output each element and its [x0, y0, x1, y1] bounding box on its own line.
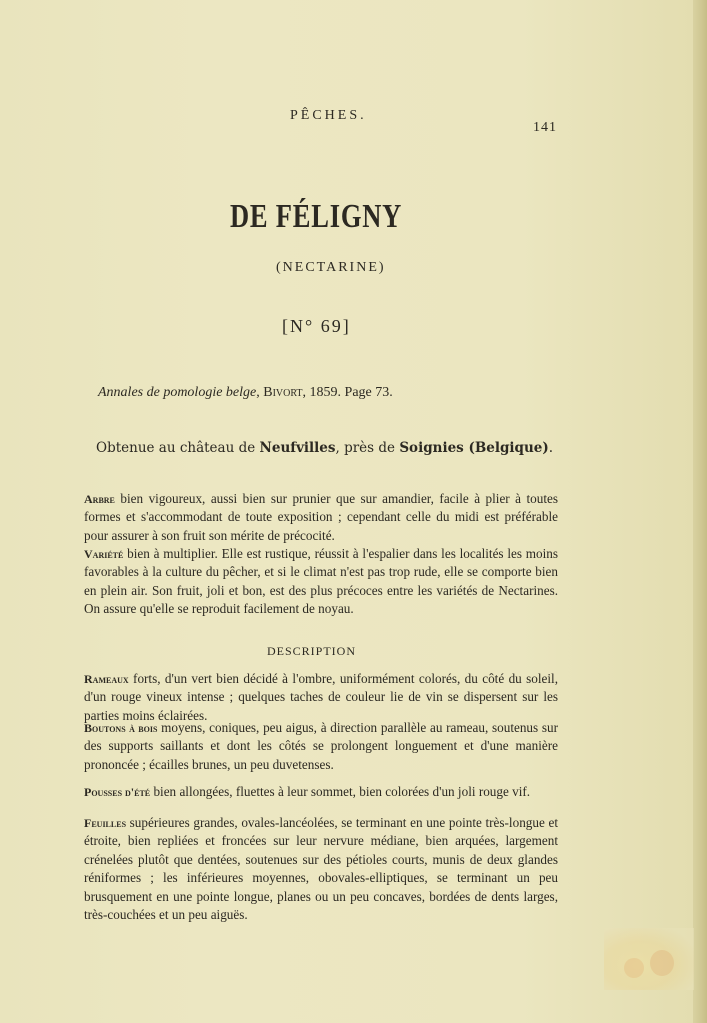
bibliographic-reference: Annales de pomologie belge, Bivort, 1859. Page 73. [98, 385, 393, 400]
description-text: bien allongées, fluettes à leur sommet, bien colorées d'un joli rouge vif. [150, 784, 531, 799]
description-rameaux [84, 670, 558, 725]
paragraph-lead: Variété [84, 547, 124, 561]
fruit-shape [624, 958, 644, 978]
origin-place: Neufvilles [259, 440, 336, 456]
page-subtitle: (NECTARINE) [276, 260, 386, 275]
paragraph-lead: Arbre [84, 492, 115, 506]
paragraph-arbre [84, 490, 558, 545]
section-heading: DESCRIPTION [267, 644, 357, 658]
page-edge [693, 0, 707, 1023]
reference-details: , 1859. Page 73. [302, 385, 393, 400]
origin-town: Soignies (Belgique) [399, 440, 549, 456]
description-feuilles [84, 814, 558, 924]
reference-source: Annales de pomologie belge [98, 385, 257, 400]
description-lead: Boutons à bois [84, 721, 158, 735]
paragraph-text: bien vigoureux, aussi bien sur prunier que sur amandier, facile à plier à toutes formes et s'accommodant de toute exposition ; cependant celle du midi est préférable pour assurer à son fruit son mérite de précocité. [84, 491, 558, 543]
fruit-shape [650, 950, 674, 976]
description-lead: Feuilles [84, 816, 127, 830]
description-text: moyens, coniques, peu aigus, à direction parallèle au rameau, soutenus sur des supports saillants et dont les côtés se prolongent longuement et d'une manière prononcée ; écailles brunes, un peu duvetenses. [84, 720, 558, 772]
description-text: supérieures grandes, ovales-lancéolées, se terminant en une pointe très-longue et étroite, bien repliées et froncées sur leur nervure médiane, bien arquées, largement crénelées plutôt que dentées, soutenues sur des pétioles courts, munis de deux glandes réniformes ; les inférieures moyennes, obovales-elliptiques, se terminant un peu brusquement en une pointe longue, planes ou un peu concaves, bordées de dents larges, très-couchées et un peu aiguës. [84, 815, 558, 923]
origin-prefix: Obtenue au château de [96, 440, 260, 456]
description-boutons [84, 719, 558, 774]
paragraph-text: bien à multiplier. Elle est rustique, réussit à l'espalier dans les localités les moins favorables à la culture du pêcher, et si le climat n'est pas trop rude, elle se comporte bien en plein air. Son fruit, joli et bon, est des plus précoces entre les variétés de Nectarines. On assure qu'elle se reproduit facilement de noyau. [84, 546, 558, 617]
page-number: 141 [533, 120, 557, 135]
description-lead: Rameaux [84, 672, 129, 686]
origin-line [96, 440, 553, 456]
reference-author: Bivort [263, 385, 303, 400]
fruit-illustration-bleed [604, 928, 694, 990]
description-pousses [84, 783, 558, 801]
origin-suffix: . [548, 440, 554, 456]
origin-middle: , près de [335, 440, 400, 456]
description-lead: Pousses d'été [84, 785, 151, 799]
paragraph-variete [84, 545, 558, 619]
entry-number: [N° 69] [282, 316, 351, 336]
description-text: forts, d'un vert bien décidé à l'ombre, uniformément colorés, du côté du soleil, d'un rouge vineux intense ; quelques taches de couleur lie de vin se dispersent sur les parties moins éclairées. [84, 671, 558, 723]
running-title: PÊCHES. [290, 108, 367, 123]
page-title: DE FÉLIGNY [230, 198, 403, 235]
